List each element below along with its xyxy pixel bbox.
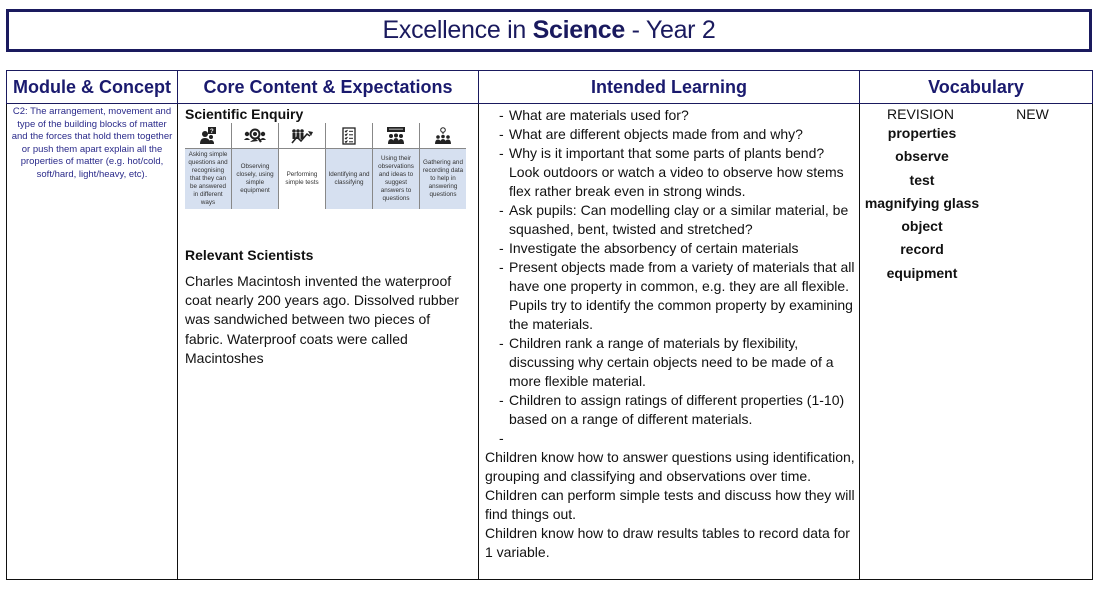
learning-cell	[479, 104, 860, 580]
enquiry-label: Observing closely, using simple equipment	[232, 149, 278, 209]
enquiry-label: Asking simple questions and recognising that they can be answered in different ways	[185, 149, 231, 209]
learning-bullet-empty: -	[499, 430, 504, 446]
enquiry-label: Performing simple tests	[285, 171, 319, 186]
relevant-scientists-text: Charles Macintosh invented the waterproof coat nearly 200 years ago. Dissolved rubber was sandwiched between two pieces of fabric. Waterproof coats were called Macintoshes	[185, 273, 459, 366]
content-row	[7, 104, 1093, 580]
enquiry-label: Identifying and classifying	[326, 149, 372, 209]
relevant-scientists-title: Relevant Scientists	[185, 247, 314, 263]
learning-bullet: - Investigate the absorbency of certain materials	[499, 240, 799, 256]
vocab-word: object	[901, 218, 943, 235]
vocab-word: test	[909, 171, 935, 188]
module-concept-text: C2: The arrangement, movement and type of the building blocks of matter and the forces that hold them together or push them apart explain all the properties of matter (e.g. hot/cold, soft/hard, light/heavy, etc).	[11, 106, 173, 180]
enquiry-skill	[185, 123, 232, 209]
enquiry-skill	[326, 123, 373, 209]
svg-text:?: ?	[210, 128, 214, 135]
enquiry-skill	[420, 123, 466, 209]
scientific-enquiry-title: Scientific Enquiry	[185, 106, 304, 122]
header-row	[7, 71, 1093, 104]
summary-line: Children can perform simple tests and discuss how they will find things out.	[485, 487, 855, 522]
lightbulb-group-icon	[420, 123, 466, 149]
revision-word-list	[864, 122, 980, 285]
curriculum-table	[6, 70, 1093, 580]
presentation-group-icon	[373, 123, 419, 149]
learning-bullet: - Children to assign ratings of different properties (1-10) based on a range of different materials.	[499, 392, 845, 427]
vocab-word: observe	[895, 148, 949, 165]
enquiry-label: Using their observations and ideas to suggest answers to questions	[373, 149, 419, 209]
vocab-word: properties	[887, 125, 957, 141]
revision-label: REVISION	[887, 106, 954, 122]
magnifier-group-icon	[232, 123, 278, 149]
vocab-word: record	[900, 241, 944, 258]
new-label: NEW	[1016, 106, 1049, 122]
vocabulary-cell	[860, 104, 1093, 580]
header-learning: Intended Learning	[479, 71, 860, 104]
vocabulary-subheaders	[864, 106, 1088, 122]
summary-line: Children know how to answer questions using identification, grouping and classifying and observations over time.	[485, 449, 855, 484]
enquiry-label: Gathering and recording data to help in answering questions	[420, 149, 466, 209]
enquiry-skill	[279, 123, 326, 209]
people-chart-icon	[279, 123, 325, 149]
page-title	[6, 9, 1092, 52]
checklist-icon	[326, 123, 372, 149]
question-person-icon	[185, 123, 231, 149]
summary-line: Children know how to draw results tables to record data for 1 variable.	[485, 525, 850, 560]
enquiry-skills-grid	[185, 123, 466, 209]
header-core: Core Content & Expectations	[178, 71, 479, 104]
vocab-word: magnifying glass	[864, 194, 980, 211]
header-module: Module & Concept	[7, 71, 178, 104]
core-cell	[178, 104, 479, 580]
title-prefix: Excellence in	[382, 16, 533, 44]
enquiry-skill	[232, 123, 279, 209]
module-cell	[7, 104, 178, 580]
learning-bullet: - Children rank a range of materials by flexibility, discussing why certain objects need to be made of a more flexible material.	[499, 335, 834, 389]
vocab-word: equipment	[886, 264, 958, 281]
title-subject: Science	[532, 16, 626, 44]
learning-bullets	[487, 106, 855, 448]
learning-bullet: - Ask pupils: Can modelling clay or a similar material, be squashed, bent, twisted and stretched?	[499, 202, 849, 237]
header-vocabulary: Vocabulary	[860, 71, 1093, 104]
title-suffix: - Year 2	[625, 16, 716, 44]
learning-bullet: - What are materials used for?	[499, 107, 689, 123]
learning-bullet: - What are different objects made from and why?	[499, 126, 803, 142]
learning-bullet: - Present objects made from a variety of materials that all have one property in common, e.g. they are all flexible. Pupils try to identify the common property by examining the materials.	[499, 259, 855, 332]
learning-bullet: - Why is it important that some parts of plants bend? Look outdoors or watch a video to observe how stems flex rather break even in strong winds.	[499, 145, 844, 199]
learning-summary	[485, 448, 855, 562]
enquiry-skill	[373, 123, 420, 209]
